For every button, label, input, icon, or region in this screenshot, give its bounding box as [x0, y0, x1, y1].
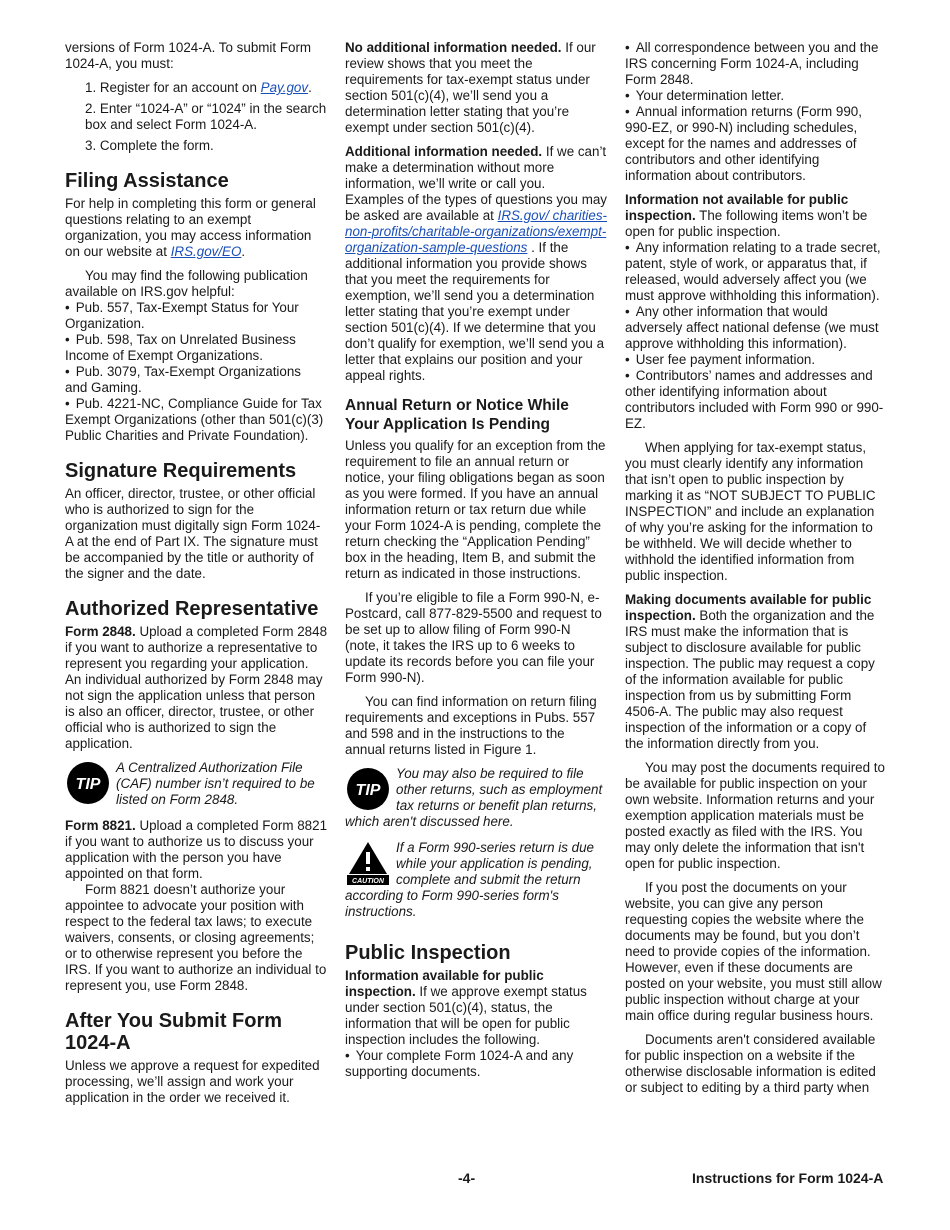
- filing-period: .: [241, 244, 246, 259]
- tip-note-2: [345, 766, 607, 830]
- pub-item: • Pub. 4221-NC, Compliance Guide for Tax Exempt Organizations (other than 501(c)(3) Public Charities and Private Foundation).: [65, 396, 327, 444]
- additional-info-text: If we can’t make a determination without more information, we’ll write or call you. Examples of the types of questions you may be asked are available at: [345, 144, 608, 223]
- withheld-item: • User fee payment information.: [625, 352, 887, 368]
- form-reference: Instructions for Form 1024-A: [692, 1170, 884, 1186]
- caution-icon-label: CAUTION: [352, 878, 384, 885]
- form-8821-lead: Form 8821.: [65, 818, 136, 833]
- intro-paragraph: versions of Form 1024-A. To submit Form 1024-A, you must:: [65, 40, 312, 71]
- posting-paragraph-3: Documents aren't considered available for public inspection on a website if the otherwise disclosable information is edited or subject to editing by a third party when: [625, 1032, 876, 1095]
- tip-icon: [345, 766, 391, 812]
- not-available-lead: Information not available for public inspection.: [625, 192, 849, 223]
- tip-icon-label: TIP: [355, 782, 381, 799]
- withheld-item: • Any information relating to a trade secret, patent, style of work, or apparatus that, if released, would adversely affect you (we must approve withholding this information).: [625, 240, 887, 304]
- public-item: • All correspondence between you and the IRS concerning Form 1024-A, including Form 2848.: [625, 40, 887, 88]
- tip-text: A Centralized Authorization File (CAF) number isn’t required to be listed on Form 2848.: [116, 760, 315, 807]
- heading-signature-requirements: Signature Requirements: [65, 460, 297, 482]
- pay-gov-link[interactable]: Pay.gov: [260, 80, 309, 95]
- not-available-text: The following items won’t be open for public inspection.: [625, 208, 868, 239]
- form-2848-text: Upload a completed Form 2848 if you want to authorize a representative to represent you regarding your application. An individual authorized by Form 2848 may not sign the application unless that person is also an officer, director, trustee, or other official who is authorized to sign the application.: [65, 624, 328, 751]
- public-info-lead: Information available for public inspection.: [345, 968, 544, 999]
- heading-authorized-representative: Authorized Representative: [65, 598, 319, 620]
- caution-text: If a Form 990-series return is due while your application is pending, complete and submit the return according to Form 990-series form's instructions.: [345, 840, 594, 919]
- no-info-lead: No additional information needed.: [345, 40, 562, 55]
- public-info-text: If we approve exempt status under section 501(c)(4), status, the information that will be open for public inspection includes the following.: [345, 984, 587, 1047]
- heading-public-inspection: Public Inspection: [345, 942, 511, 964]
- no-info-paragraph: [345, 40, 607, 136]
- step-1-text: 1. Register for an account on: [85, 80, 261, 95]
- after-paragraph: Unless we approve a request for expedited processing, we’ll assign and work your application in the order we received it.: [65, 1058, 320, 1105]
- step-2: 2. Enter “1024-A” or “1024” in the search box and select Form 1024-A.: [85, 101, 327, 132]
- making-available-paragraph: [625, 592, 887, 752]
- withheld-item: • Contributors’ names and addresses and other identifying information about contributors included with Form 990 or 990-EZ.: [625, 368, 887, 432]
- form-2848-lead: Form 2848.: [65, 624, 136, 639]
- form-8821-paragraph: [65, 818, 327, 882]
- form-8821-paragraph-2: Form 8821 doesn’t authorize your appointee to advocate your position with respect to the federal tax laws; to execute waivers, consents, or closing agreements; or to otherwise represent you before the IRS. If you want to authorize an individual to represent you, use Form 2848.: [65, 882, 327, 993]
- additional-info-rest: . If the additional information you provide shows that you meet the requirements for exemption, we’ll send you a determination letter stating that you’re exempt under section 501(c)(4). If we determine that you don’t qualify for exemption, we’ll send you a letter that explains our position and your appeal rights.: [345, 240, 605, 383]
- step-3: 3. Complete the form.: [85, 138, 214, 153]
- column-1: [65, 40, 327, 1114]
- making-available-text: Both the organization and the IRS must make the information that is subject to disclosure available for public inspection. The public may request a copy of the information available for public inspection from us by submitting Form 4506-A. The public may also request inspection of the information or a copy of the information directly from you.: [625, 608, 875, 751]
- additional-info-lead: Additional information needed.: [345, 144, 543, 159]
- tip-note: [65, 760, 327, 808]
- pub-item: • Pub. 598, Tax on Unrelated Business Income of Exempt Organizations.: [65, 332, 327, 364]
- public-item: • Your determination letter.: [625, 88, 887, 104]
- no-info-text: If our review shows that you meet the requirements for tax-exempt status under section 501(c)(4), we’ll send you a determination letter stating that you’re exempt under section 501(c)(4).: [345, 40, 596, 135]
- publication-intro: You may find the following publication available on IRS.gov helpful:: [65, 268, 308, 299]
- filing-paragraph: [65, 196, 327, 260]
- additional-info-paragraph: [345, 144, 607, 384]
- column-3: [625, 40, 887, 1104]
- step-1: [65, 80, 327, 96]
- column-2: [345, 40, 607, 1080]
- step-1-period: .: [308, 80, 312, 95]
- heading-after-you-submit: After You Submit Form 1024-A: [65, 1010, 283, 1054]
- annual-paragraph-2: If you’re eligible to file a Form 990-N, e-Postcard, call 877-829-5500 and request to be set up to allow filing of Form 990-N (note, it takes the IRS up to 6 weeks to update its records before you can file your Form 990-N).: [345, 590, 602, 685]
- page-number: -4-: [458, 1170, 476, 1186]
- posting-paragraph-1: You may post the documents required to be available for public inspection on your own website. Information returns and your exemption application materials must be posted exactly as filed with the IRS. You may only delete the information that isn't open for public inspection.: [625, 760, 885, 871]
- public-item: • Annual information returns (Form 990, 990-EZ, or 990-N) including schedules, except for the names and addresses of contributors and other identifying information about contributors.: [625, 104, 887, 184]
- posting-paragraph-2: If you post the documents on your website, you can give any person requesting copies the website where the documents may be found, but you don’t need to provide copies of the information. However, even if these documents are posted on your website, you must still allow public inspection without charge at your main office during regular business hours.: [625, 880, 882, 1023]
- making-available-lead: Making documents available for public inspection.: [625, 592, 872, 623]
- form-8821-text: Upload a completed Form 8821 if you want to authorize us to discuss your application with the person you have appointed on that form.: [65, 818, 328, 881]
- form-2848-paragraph: [65, 624, 327, 752]
- pub-item: • Pub. 557, Tax-Exempt Status for Your Organization.: [65, 300, 327, 332]
- heading-filing-assistance: Filing Assistance: [65, 170, 229, 192]
- pub-item: • Pub. 3079, Tax-Exempt Organizations and Gaming.: [65, 364, 327, 396]
- annual-paragraph-1: Unless you qualify for an exception from the requirement to file an annual return or notice, your filing obligations began as soon as you were formed. If you have an annual information return or tax return due while your Form 1024-A is pending, complete the return checking the “Application Pending” box in the heading, Item B, and submit the return as indicated in those instructions.: [345, 438, 606, 581]
- applying-paragraph: When applying for tax-exempt status, you must clearly identify any information that isn’t open to public inspection by marking it as “NOT SUBJECT TO PUBLIC INSPECTION” and include an explanation of why you’re asking for the information to be withheld. We will decide whether to withhold the identified information from public inspection.: [625, 440, 876, 583]
- caution-note: [345, 840, 607, 920]
- withheld-item: • Any other information that would adversely affect national defense (we must approve withholding this information).: [625, 304, 887, 352]
- tip-text: You may also be required to file other returns, such as employment tax returns or benefit plan returns, which aren't discussed here.: [345, 766, 603, 829]
- filing-text: For help in completing this form or general questions relating to an exempt organization, you may access information on our website at: [65, 196, 316, 259]
- not-available-paragraph: [625, 192, 887, 240]
- tip-icon: [65, 760, 111, 806]
- irs-eo-link[interactable]: IRS.gov/EO: [170, 244, 242, 259]
- caution-icon: [345, 840, 391, 886]
- public-info-paragraph: [345, 968, 607, 1048]
- sample-questions-link[interactable]: IRS.gov/ charities-non-profits/charitable-organizations/exempt-organization-sample-questions: [345, 208, 608, 255]
- annual-paragraph-3: You can find information on return filing requirements and exceptions in Pubs. 557 and 598 and in the instructions to the annual returns listed in Figure 1.: [345, 694, 597, 757]
- public-item: • Your complete Form 1024-A and any supporting documents.: [345, 1048, 607, 1080]
- signature-paragraph: An officer, director, trustee, or other official who is authorized to sign for the organization must digitally sign Form 1024-A at the end of Part IX. The signature must be accompanied by the title or authority of the signer and the date.: [65, 486, 321, 581]
- heading-annual-return: Annual Return or Notice While Your Application Is Pending: [345, 397, 569, 433]
- tip-icon-label: TIP: [75, 776, 101, 793]
